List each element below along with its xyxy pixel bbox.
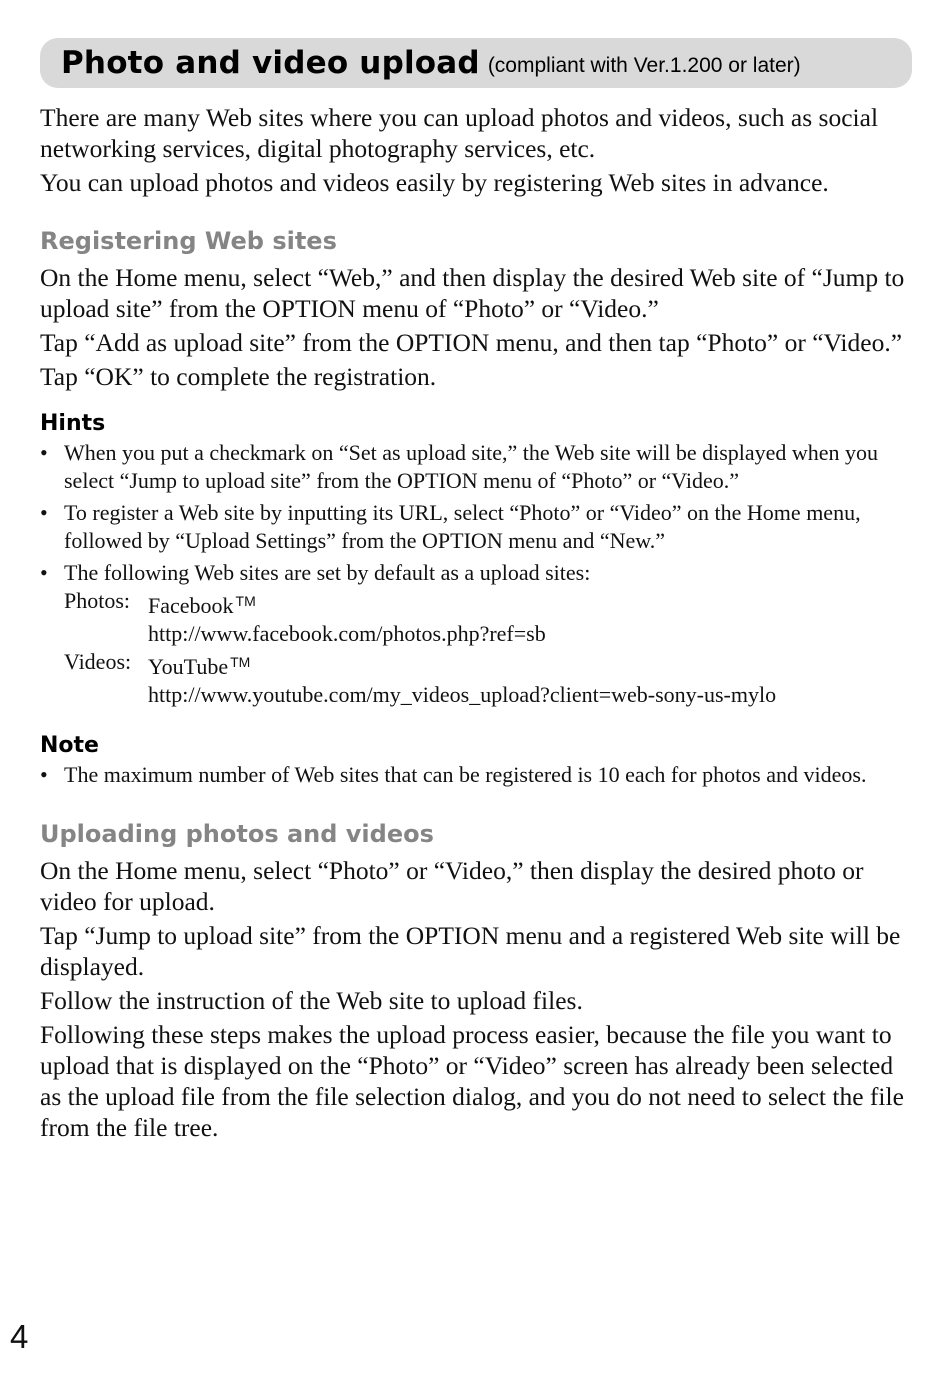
note-list [40, 761, 912, 789]
trademark-mark: TM [230, 654, 251, 670]
uploading-step: Tap “Jump to upload site” from the OPTION menu and a registered Web site will be displayed. [40, 921, 901, 981]
uploading-step: Follow the instruction of the Web site to upload files. [40, 986, 583, 1015]
bullet-icon: • [40, 500, 48, 525]
note-section [40, 731, 912, 789]
site-kind-label: Videos: [64, 649, 132, 674]
page-number: 4 [10, 1318, 29, 1355]
note-heading: Note [40, 733, 99, 758]
hint-item [40, 439, 912, 495]
page-title: Photo and video upload [61, 45, 480, 81]
trademark-mark: TM [235, 593, 256, 609]
hint-item [40, 559, 912, 709]
bullet-icon: • [40, 560, 48, 585]
site-name: YouTube ™ [148, 654, 251, 679]
note-text: The maximum number of Web sites that can be registered is 10 each for photos and videos. [64, 762, 867, 787]
registering-step: On the Home menu, select “Web,” and then display the desired Web site of “Jump to upload site” from the OPTION menu of “Photo” or “Video.” [40, 263, 905, 323]
registering-step: Tap “Add as upload site” from the OPTION menu, and then tap “Photo” or “Video.” [40, 328, 903, 357]
uploading-step: Following these steps makes the upload process easier, because the file you want to upload that is displayed on the “Photo” or “Video” screen has already been selected as the upload file from the file selection dialog, and you do not need to select the file from the file tree. [40, 1020, 904, 1142]
intro-paragraph: You can upload photos and videos easily by registering Web sites in advance. [40, 168, 829, 197]
default-site-photos [64, 587, 912, 620]
manual-page [40, 38, 912, 1146]
uploading-heading: Uploading photos and videos [40, 820, 434, 848]
bullet-icon: • [40, 762, 48, 787]
hints-heading: Hints [40, 411, 106, 436]
registering-heading: Registering Web sites [40, 227, 337, 255]
intro-paragraph: There are many Web sites where you can upload photos and videos, such as social networking services, digital photography services, etc. [40, 103, 879, 163]
title-bar [40, 38, 912, 88]
hint-text: When you put a checkmark on “Set as upload site,” the Web site will be displayed when you select “Jump to upload site” from the OPTION menu of “Photo” or “Video.” [64, 440, 879, 493]
hint-text: To register a Web site by inputting its URL, select “Photo” or “Video” on the Home menu, followed by “Upload Settings” from the OPTION menu and “New.” [64, 500, 861, 553]
registering-step: Tap “OK” to complete the registration. [40, 362, 437, 391]
hint-text: The following Web sites are set by default as a upload sites: [64, 560, 591, 585]
note-item [40, 761, 912, 789]
uploading-step: On the Home menu, select “Photo” or “Video,” then display the desired photo or video for upload. [40, 856, 864, 916]
site-name: Facebook ™ [148, 593, 256, 618]
hints-list [40, 439, 912, 709]
intro-section [40, 102, 912, 198]
registering-section [40, 226, 912, 392]
hints-section [40, 409, 912, 709]
site-url: http://www.facebook.com/photos.php?ref=sb [148, 621, 546, 646]
default-site-videos [64, 648, 912, 681]
site-url: http://www.youtube.com/my_videos_upload?client=web-sony-us-mylo [148, 682, 777, 707]
hint-item [40, 499, 912, 555]
page-subtitle: (compliant with Ver.1.200 or later) [487, 54, 801, 77]
bullet-icon: • [40, 440, 48, 465]
uploading-section [40, 819, 912, 1143]
site-kind-label: Photos: [64, 588, 131, 613]
